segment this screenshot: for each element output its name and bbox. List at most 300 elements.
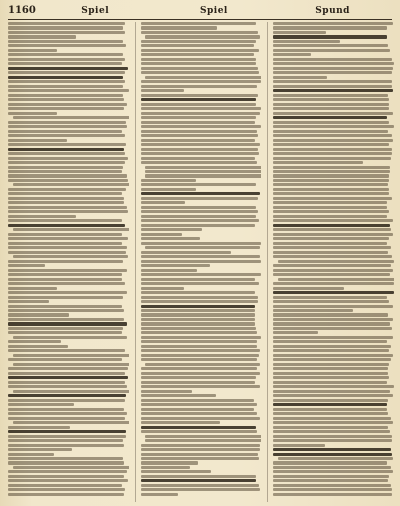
text-line [273, 26, 386, 29]
text-line [141, 273, 261, 276]
text-line [8, 322, 127, 325]
text-line [273, 53, 311, 56]
text-line [273, 349, 389, 352]
text-line [8, 484, 122, 487]
text-line [273, 170, 389, 173]
text-line [141, 381, 255, 384]
text-line [141, 430, 257, 433]
text-line [273, 385, 393, 388]
text-line [141, 179, 196, 182]
text-line [273, 466, 391, 469]
text-line [13, 466, 129, 469]
text-line [8, 313, 69, 316]
text-line [141, 367, 257, 370]
text-line [8, 385, 127, 388]
text-line [141, 461, 198, 464]
text-line [273, 318, 392, 321]
text-line [273, 219, 393, 222]
text-line [273, 228, 391, 231]
text-line [8, 98, 124, 101]
text-line [8, 345, 68, 348]
text-line [141, 336, 261, 339]
text-line [273, 89, 393, 92]
text-line [8, 435, 126, 438]
text-line [8, 143, 126, 146]
text-line [273, 327, 391, 330]
text-line [141, 385, 260, 388]
text-line [141, 287, 184, 290]
text-line [273, 448, 391, 451]
text-line [8, 264, 45, 267]
text-line [141, 488, 261, 491]
text-line [8, 367, 128, 370]
text-line [8, 318, 124, 321]
text-line [273, 31, 325, 34]
text-line [273, 394, 393, 397]
text-line [273, 305, 393, 308]
text-line [141, 251, 231, 254]
text-line [141, 228, 202, 231]
text-line [8, 210, 128, 213]
text-line [8, 448, 72, 451]
text-line [273, 282, 394, 285]
text-line [273, 273, 389, 276]
text-line [273, 453, 391, 456]
text-line [273, 62, 393, 65]
text-line [141, 264, 211, 267]
text-line [273, 291, 394, 294]
text-line [141, 233, 183, 236]
text-line [8, 224, 125, 227]
text-line [141, 197, 258, 200]
text-line [8, 403, 74, 406]
text-line [141, 22, 257, 25]
text-line [273, 103, 389, 106]
text-line [141, 67, 258, 70]
text-line [273, 58, 392, 61]
text-line [141, 40, 256, 43]
text-line [273, 381, 386, 384]
text-line [141, 201, 186, 204]
text-line [8, 309, 124, 312]
text-line [8, 125, 127, 128]
text-line [13, 116, 129, 119]
text-line [8, 394, 126, 397]
text-line [8, 278, 122, 281]
text-line [8, 493, 124, 496]
text-line [273, 148, 392, 151]
text-line [273, 107, 388, 110]
text-line [8, 148, 124, 151]
text-line [273, 183, 388, 186]
text-line [8, 269, 127, 272]
text-line [141, 148, 258, 151]
text-line [273, 345, 391, 348]
text-line [141, 291, 255, 294]
text-line [273, 246, 391, 249]
text-line [273, 331, 318, 334]
text-line [273, 372, 388, 375]
text-line [8, 219, 122, 222]
text-line [141, 318, 255, 321]
text-line [141, 313, 255, 316]
text-line [141, 183, 256, 186]
text-line [141, 493, 178, 496]
text-line [141, 453, 259, 456]
text-line [141, 412, 258, 415]
text-line [8, 444, 124, 447]
text-line [273, 412, 387, 415]
text-line [141, 206, 257, 209]
text-line [141, 107, 261, 110]
text-line [273, 488, 392, 491]
text-line [141, 53, 255, 56]
text-line [141, 237, 201, 240]
text-line [13, 390, 129, 393]
text-line [141, 426, 256, 429]
text-line [273, 152, 392, 155]
text-columns [8, 22, 394, 502]
text-line [273, 80, 392, 83]
text-line [8, 121, 126, 124]
text-line [273, 376, 388, 379]
text-line [273, 112, 393, 115]
text-line [278, 278, 394, 281]
text-line [278, 457, 393, 460]
text-line [8, 470, 127, 473]
text-line [141, 345, 258, 348]
text-line [141, 399, 255, 402]
text-line [141, 210, 258, 213]
text-line [8, 170, 122, 173]
text-line [141, 143, 260, 146]
text-line [13, 354, 129, 357]
text-line [273, 85, 392, 88]
text-line [8, 157, 128, 160]
text-line [8, 134, 125, 137]
text-line [8, 188, 126, 191]
text-line [141, 408, 255, 411]
text-line [8, 246, 127, 249]
text-line [8, 44, 126, 47]
text-line [273, 98, 389, 101]
text-line [8, 417, 125, 420]
text-line [8, 22, 125, 25]
text-line [8, 242, 122, 245]
text-line [141, 340, 257, 343]
text-line [273, 251, 388, 254]
text-line [273, 475, 389, 478]
text-line [278, 260, 394, 263]
text-line [273, 269, 393, 272]
text-line [273, 22, 393, 25]
text-line [141, 444, 260, 447]
text-line [141, 62, 256, 65]
text-line [8, 287, 57, 290]
text-line [145, 439, 261, 442]
text-line [8, 358, 122, 361]
text-line [141, 282, 260, 285]
text-line [273, 242, 387, 245]
text-line [141, 296, 258, 299]
text-line [145, 170, 261, 173]
text-line [145, 35, 259, 38]
text-line [141, 215, 256, 218]
text-line [273, 233, 393, 236]
text-line [8, 40, 123, 43]
text-line [8, 251, 126, 254]
text-line [141, 479, 256, 482]
text-line [141, 354, 259, 357]
text-line [8, 112, 57, 115]
text-line [141, 219, 259, 222]
text-line [141, 466, 190, 469]
text-line [273, 358, 390, 361]
text-line [8, 453, 54, 456]
text-line [145, 246, 260, 249]
text-line [8, 174, 127, 177]
text-line [141, 305, 255, 308]
text-line [141, 457, 259, 460]
text-line [8, 331, 122, 334]
text-line [8, 161, 125, 164]
text-line [273, 287, 344, 290]
text-line [141, 255, 260, 258]
text-line [273, 94, 388, 97]
text-line [273, 139, 392, 142]
text-line [141, 188, 196, 191]
text-line [273, 435, 392, 438]
text-line [273, 206, 387, 209]
text-line [273, 444, 324, 447]
text-line [273, 313, 387, 316]
text-line [273, 363, 389, 366]
text-line [8, 300, 49, 303]
text-line [273, 399, 387, 402]
text-line [141, 475, 256, 478]
text-line [273, 439, 391, 442]
text-line [8, 71, 125, 74]
text-line [8, 349, 125, 352]
text-line [141, 192, 260, 195]
text-line [8, 296, 123, 299]
text-line [273, 408, 387, 411]
text-line [8, 233, 122, 236]
text-line [13, 363, 129, 366]
text-line [273, 322, 390, 325]
text-line [273, 340, 386, 343]
text-line [141, 322, 255, 325]
text-line [141, 278, 255, 281]
text-line [273, 76, 327, 79]
text-line [8, 85, 123, 88]
text-line [273, 201, 387, 204]
text-line [273, 40, 340, 43]
text-line [273, 192, 389, 195]
running-header [8, 5, 392, 19]
text-line [141, 139, 255, 142]
text-line [273, 210, 389, 213]
text-line [8, 58, 125, 61]
text-line [8, 412, 127, 415]
text-line [13, 336, 127, 339]
text-line [8, 107, 124, 110]
page-number: 1160 [8, 5, 36, 16]
text-line [141, 358, 258, 361]
text-line [141, 103, 257, 106]
text-line [8, 439, 123, 442]
text-line [8, 475, 124, 478]
text-line [273, 130, 388, 133]
text-line [141, 116, 256, 119]
text-line [141, 448, 260, 451]
middle-headword: Spiel [199, 6, 228, 16]
text-line [8, 376, 128, 379]
text-line [141, 403, 258, 406]
text-line [141, 224, 255, 227]
text-line [273, 157, 391, 160]
text-line [141, 372, 260, 375]
text-line [13, 183, 129, 186]
text-line [273, 121, 389, 124]
text-line [13, 421, 129, 424]
text-line [273, 403, 387, 406]
text-line [8, 206, 127, 209]
text-line [13, 228, 129, 231]
text-line [141, 125, 261, 128]
text-line [141, 390, 193, 393]
text-line [141, 269, 197, 272]
text-line [273, 143, 389, 146]
text-line [8, 192, 122, 195]
text-line [8, 53, 123, 56]
text-line [8, 26, 123, 29]
text-line [273, 430, 389, 433]
text-line [8, 381, 125, 384]
text-line [273, 417, 391, 420]
text-line [141, 417, 260, 420]
text-line [8, 215, 76, 218]
text-line [141, 98, 256, 101]
text-line [8, 260, 123, 263]
text-line [141, 44, 255, 47]
text-line [273, 470, 393, 473]
text-line [141, 130, 257, 133]
text-line [8, 430, 126, 433]
text-line [8, 130, 122, 133]
text-line [273, 237, 388, 240]
text-line [141, 157, 255, 160]
text-line [8, 201, 124, 204]
text-line [141, 242, 261, 245]
text-line [13, 255, 128, 258]
text-line [8, 327, 123, 330]
text-line [8, 457, 123, 460]
text-line [273, 215, 387, 218]
text-line [145, 435, 261, 438]
text-line [8, 80, 125, 83]
text-line [8, 35, 76, 38]
text-line [273, 493, 391, 496]
text-line [141, 309, 255, 312]
text-line [273, 309, 353, 312]
text-line [273, 179, 388, 182]
text-line [8, 197, 124, 200]
text-line [145, 76, 261, 79]
text-line [273, 336, 392, 339]
text-line [141, 58, 256, 61]
text-line [273, 67, 393, 70]
text-line [8, 67, 128, 70]
text-line [141, 331, 258, 334]
text-line [273, 390, 389, 393]
text-line [273, 479, 387, 482]
text-line [141, 49, 260, 52]
text-line [273, 426, 388, 429]
text-line [8, 479, 128, 482]
text-line [8, 94, 123, 97]
text-line [273, 116, 386, 119]
text-line [141, 152, 259, 155]
text-line [273, 49, 390, 52]
text-line [8, 49, 57, 52]
text-line [273, 255, 392, 258]
text-line [141, 484, 259, 487]
text-line [141, 349, 260, 352]
text-line [8, 426, 70, 429]
text-line [141, 94, 259, 97]
text-line [273, 125, 394, 128]
text-line [141, 394, 217, 397]
text-line [8, 340, 61, 343]
text-line [273, 354, 393, 357]
text-line [273, 174, 389, 177]
text-line [141, 80, 261, 83]
text-line [273, 224, 389, 227]
text-line [273, 197, 391, 200]
text-line [8, 237, 128, 240]
header-rule [8, 19, 392, 20]
text-line [273, 166, 390, 169]
text-line [273, 300, 388, 303]
text-line [141, 121, 255, 124]
text-line [8, 76, 123, 79]
text-line [273, 71, 392, 74]
text-line [141, 26, 217, 29]
text-line [273, 161, 363, 164]
text-line [8, 62, 122, 65]
text-line [273, 367, 387, 370]
text-line [273, 296, 387, 299]
text-line [8, 166, 123, 169]
text-line [145, 363, 259, 366]
text-line [141, 376, 256, 379]
text-line [8, 488, 125, 491]
text-line [8, 291, 127, 294]
text-line [8, 179, 128, 182]
left-headword: Spiel [81, 6, 110, 16]
text-line [273, 188, 388, 191]
right-headword: Spund [315, 6, 350, 16]
text-line [8, 408, 124, 411]
text-column-middle [135, 22, 262, 502]
text-line [273, 44, 387, 47]
text-line [273, 264, 391, 267]
text-line [8, 152, 125, 155]
text-line [8, 399, 125, 402]
text-line [8, 273, 122, 276]
text-line [8, 282, 125, 285]
